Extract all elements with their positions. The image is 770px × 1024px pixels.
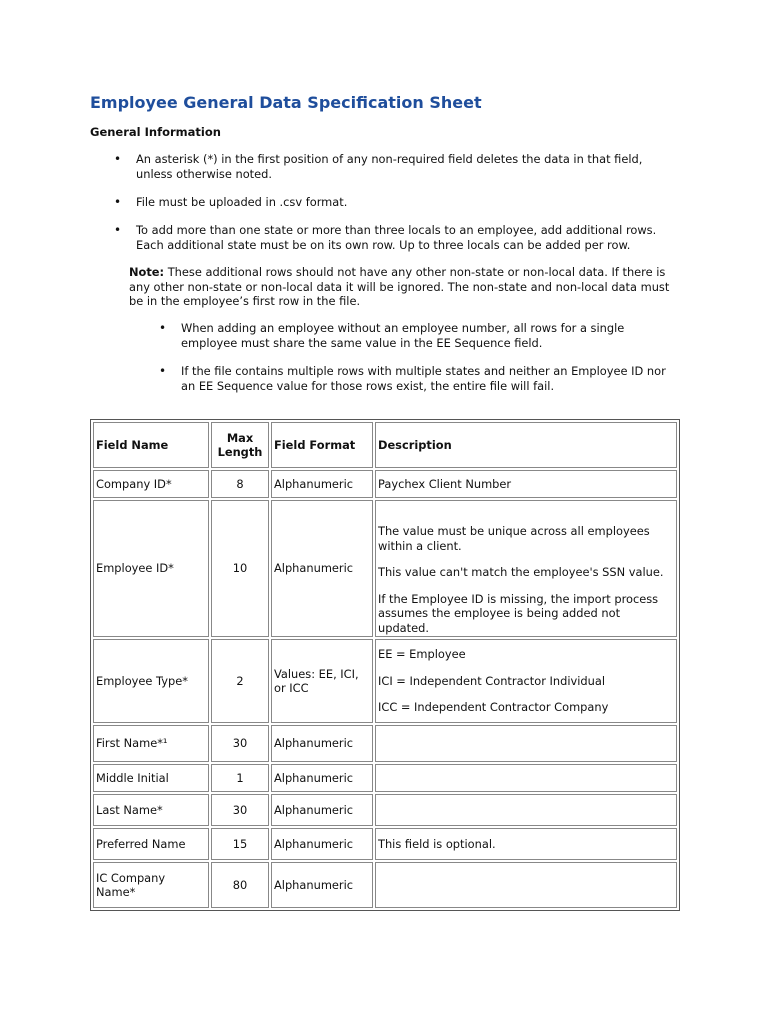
cell-max-length: 8: [211, 470, 269, 498]
list-item: • To add more than one state or more than three locals to an employee, add additional rows. Each additional state must be on its own row. Up to three locals can be added per row.: [90, 223, 680, 253]
header-field-format: Field Format: [271, 422, 373, 468]
cell-max-length: 2: [211, 639, 269, 723]
cell-description: [375, 725, 677, 762]
sub-bullet-list: [129, 321, 679, 407]
description-line: ICC = Independent Contractor Company: [378, 700, 609, 715]
table-header-row: [93, 422, 677, 468]
description-line: EE = Employee: [378, 647, 466, 662]
cell-field-format: Alphanumeric: [271, 794, 373, 826]
cell-max-length: 15: [211, 828, 269, 860]
table-row: [93, 500, 677, 637]
cell-max-length: 30: [211, 725, 269, 762]
description-line: If the Employee ID is missing, the import process assumes the employee is being added not updated.: [378, 591, 659, 635]
cell-description: [375, 862, 677, 908]
list-item: • If the file contains multiple rows with multiple states and neither an Employee ID nor an EE Sequence value for those rows exist, the entire file will fail.: [129, 364, 679, 394]
general-info-list: [90, 152, 680, 266]
list-item: • When adding an employee without an employee number, all rows for a single employee must share the same value in the EE Sequence field.: [129, 321, 679, 351]
cell-field-name: Employee ID*: [93, 500, 209, 637]
page-title: Employee General Data Specification Sheet: [90, 93, 482, 112]
cell-field-format: Values: EE, ICI, or ICC: [271, 639, 373, 723]
cell-description: [375, 639, 677, 723]
cell-max-length: 80: [211, 862, 269, 908]
cell-field-format: Alphanumeric: [271, 500, 373, 637]
table-row: [93, 828, 677, 860]
cell-description: Paychex Client Number: [375, 470, 677, 498]
cell-max-length: 30: [211, 794, 269, 826]
cell-field-name: Middle Initial: [93, 764, 209, 792]
cell-description: This field is optional.: [375, 828, 677, 860]
cell-field-format: Alphanumeric: [271, 764, 373, 792]
cell-description: [375, 764, 677, 792]
table-row: [93, 862, 677, 908]
cell-field-format: Alphanumeric: [271, 470, 373, 498]
cell-max-length: 10: [211, 500, 269, 637]
table-row: [93, 764, 677, 792]
list-item: • An asterisk (*) in the first position of any non-required field deletes the data in that field, unless otherwise noted.: [90, 152, 680, 182]
description-line: The value must be unique across all employees within a client.: [378, 524, 650, 553]
note-label: Note:: [129, 265, 165, 279]
table-row: [93, 794, 677, 826]
description-line: This value can't match the employee's SSN value.: [378, 565, 664, 579]
table-row: [93, 725, 677, 762]
cell-field-format: Alphanumeric: [271, 828, 373, 860]
cell-field-name: First Name*¹: [93, 725, 209, 762]
section-heading: General Information: [90, 125, 221, 139]
header-description: Description: [375, 422, 677, 468]
list-item: • File must be uploaded in .csv format.: [90, 195, 680, 210]
cell-max-length: 1: [211, 764, 269, 792]
description-line: ICI = Independent Contractor Individual: [378, 673, 606, 688]
note-text: These additional rows should not have any other non-state or non-local data. If there is any other non-state or non-local data it will be ignored. The non-state and non-local data must be in the employee’s first row in the file.: [129, 265, 670, 308]
table-row: [93, 639, 677, 723]
header-max-length: Max Length: [211, 422, 269, 468]
cell-field-name: Preferred Name: [93, 828, 209, 860]
cell-description: [375, 794, 677, 826]
note-paragraph: [129, 265, 677, 309]
cell-field-format: Alphanumeric: [271, 725, 373, 762]
header-field-name: Field Name: [93, 422, 209, 468]
cell-field-name: Employee Type*: [93, 639, 209, 723]
cell-field-name: IC Company Name*: [93, 862, 209, 908]
field-spec-table: [90, 419, 680, 911]
cell-field-name: Company ID*: [93, 470, 209, 498]
table-row: [93, 470, 677, 498]
cell-field-format: Alphanumeric: [271, 862, 373, 908]
cell-field-name: Last Name*: [93, 794, 209, 826]
cell-description: [375, 500, 677, 637]
